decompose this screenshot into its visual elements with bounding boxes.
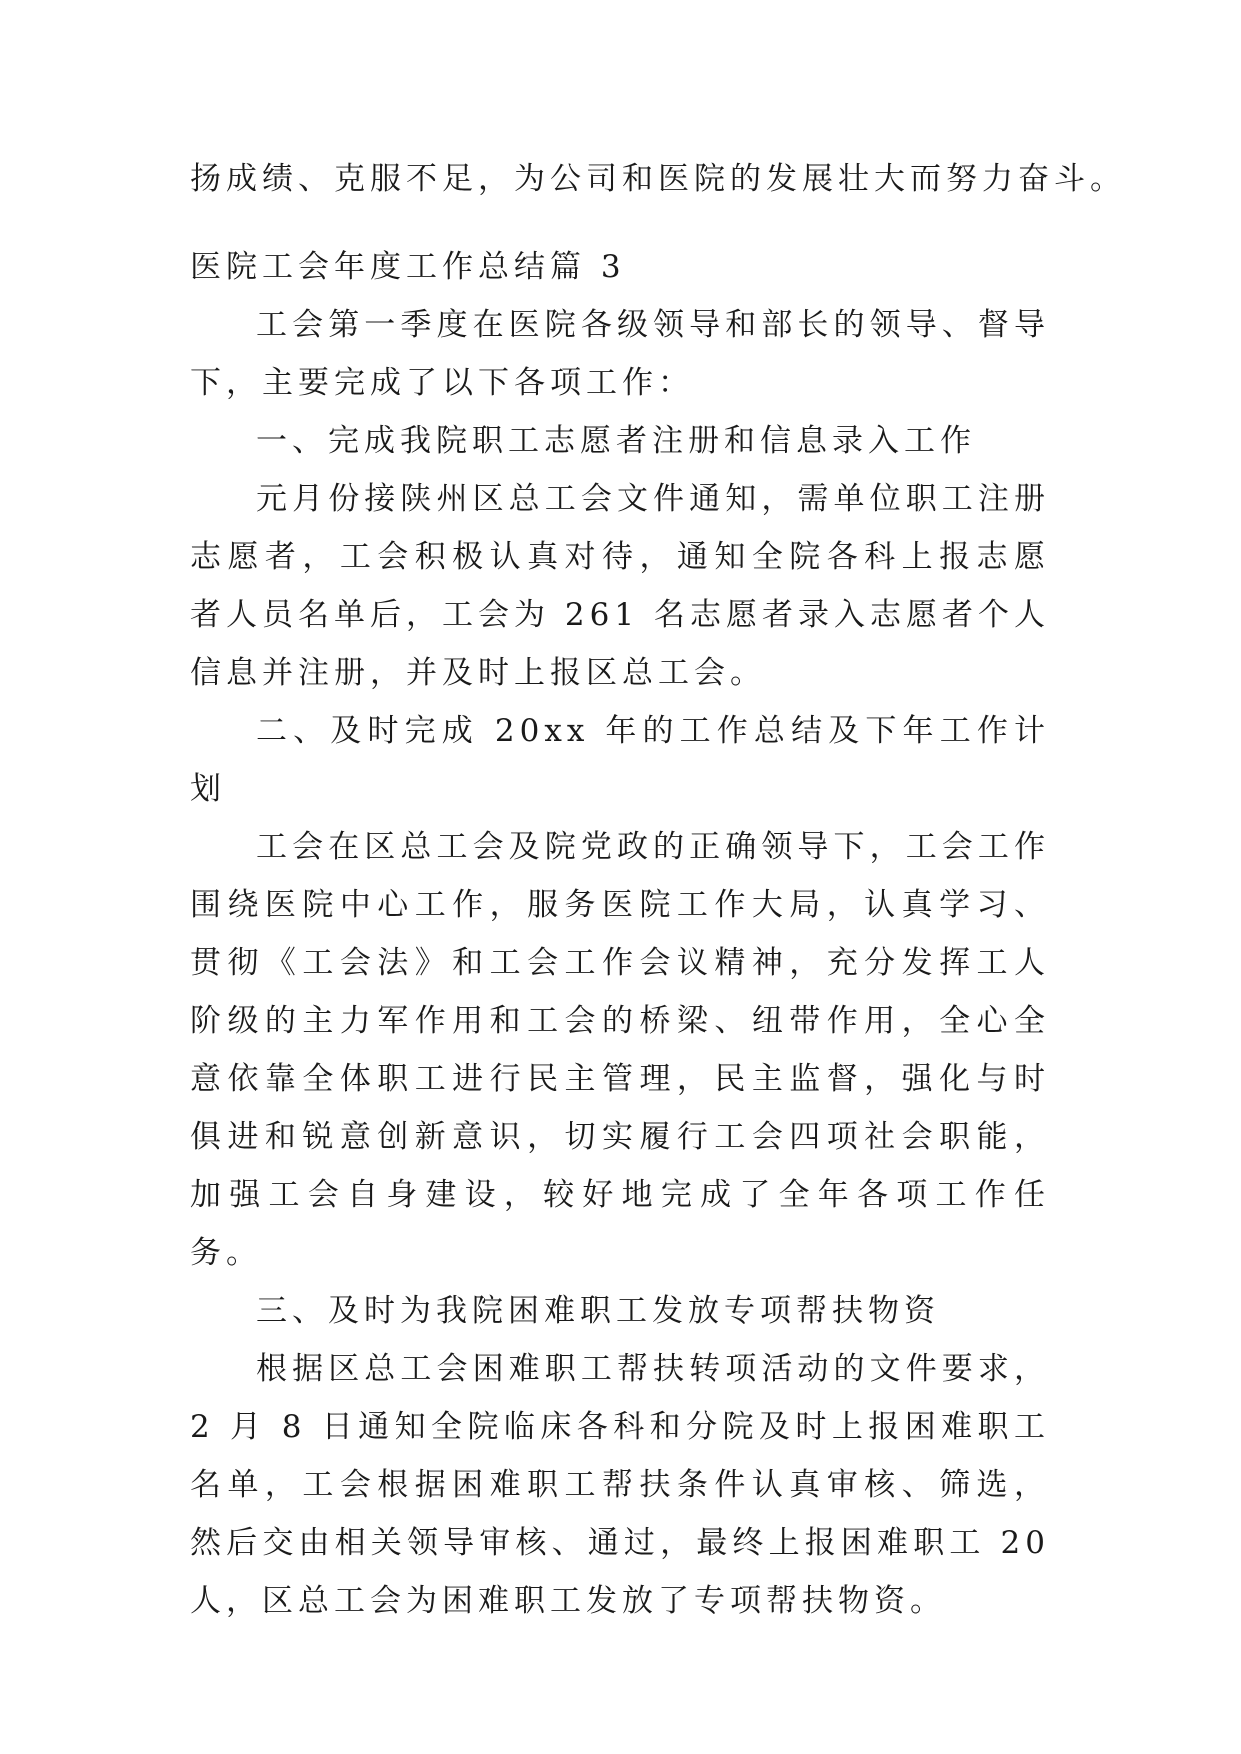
paragraph-2: 工会在区总工会及院党政的正确领导下，工会工作围绕医院中心工作，服务医院工作大局，认真学习、贯彻《工会法》和工会工作会议精神，充分发挥工人阶级的主力军作用和工会的桥梁、纽带作用，全心全意依靠全体职工进行民主管理，民主监督，强化与时俱进和锐意创新意识，切实履行工会四项社会职能，加强工会自身建设，较好地完成了全年各项工作任务。: [190, 829, 1050, 1271]
paragraph-3: 根据区总工会困难职工帮扶转项活动的文件要求，2 月 8 日通知全院临床各科和分院及时上报困难职工名单，工会根据困难职工帮扶条件认真审核、筛选，然后交由相关领导审核、通过，最终上报困难职工 20 人，区总工会为困难职工发放了专项帮扶物资。: [190, 1351, 1050, 1619]
paragraph-1: 元月份接陕州区总工会文件通知，需单位职工注册志愿者，工会积极认真对待，通知全院各科上报志愿者人员名单后，工会为 261 名志愿者录入志愿者个人信息并注册，并及时上报区总工会。: [190, 481, 1050, 691]
heading-2: 二、及时完成 20xx 年的工作总结及下年工作计划: [190, 713, 1050, 807]
heading-1: 一、完成我院职工志愿者注册和信息录入工作: [256, 423, 976, 459]
continuation-line: 扬成绩、克服不足，为公司和医院的发展壮大而努力奋斗。: [190, 161, 1126, 197]
document-page: [190, 150, 1126, 1630]
heading-3: 三、及时为我院困难职工发放专项帮扶物资: [256, 1293, 940, 1329]
section-title: 医院工会年度工作总结篇 3: [190, 249, 626, 285]
intro-paragraph: 工会第一季度在医院各级领导和部长的领导、督导下，主要完成了以下各项工作：: [190, 307, 1050, 401]
